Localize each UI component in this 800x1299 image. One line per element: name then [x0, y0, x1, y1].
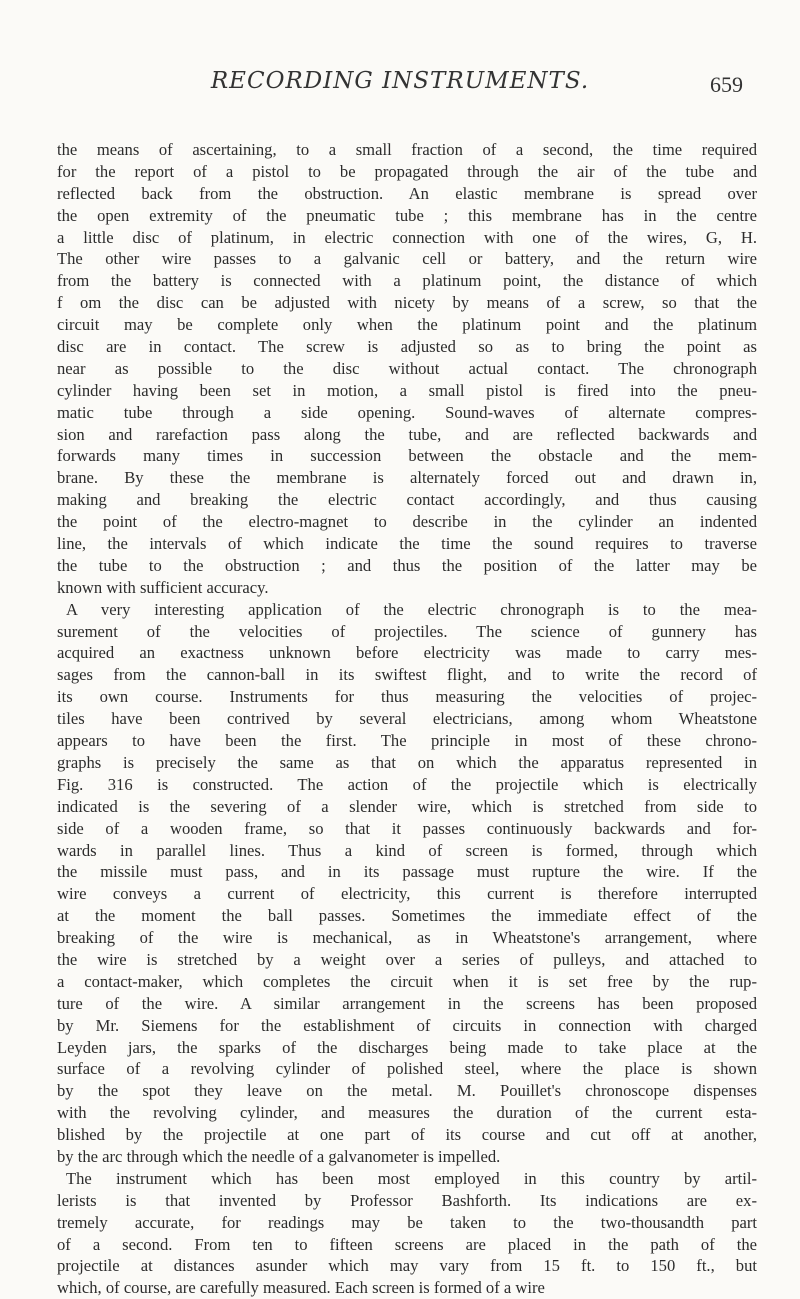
text-line: surface of a revolving cylinder of polished steel, where the place is shown: [57, 1059, 757, 1079]
text-line: A very interesting application of the electric chronograph is to the mea-: [66, 599, 757, 619]
text-line: tremely accurate, for readings may be taken to the two-thousandth part: [57, 1212, 757, 1232]
text-line: ture of the wire. A similar arrangement in the screens has been proposed: [57, 993, 757, 1013]
text-line: f om the disc can be adjusted with nicety by means of a screw, so that the: [57, 293, 757, 313]
page-number: 659: [710, 72, 743, 97]
text-line: by Mr. Siemens for the establishment of circuits in connection with charged: [57, 1015, 757, 1035]
text-line: by the arc through which the needle of a galvanometer is impelled.: [57, 1146, 501, 1166]
text-line: brane. By these the membrane is alternately forced out and drawn in,: [57, 468, 757, 488]
text-line: disc are in contact. The screw is adjusted so as to bring the point as: [57, 337, 757, 357]
text-line: with the revolving cylinder, and measures the duration of the current esta-: [57, 1103, 757, 1123]
text-line: wire conveys a current of electricity, this current is therefore interrupted: [57, 884, 757, 904]
text-line: of a second. From ten to fifteen screens are placed in the path of the: [57, 1234, 757, 1254]
running-head: RECORDING INSTRUMENTS.: [210, 68, 590, 94]
text-line: matic tube through a side opening. Sound-waves of alternate compres-: [57, 402, 757, 422]
text-line: side of a wooden frame, so that it passes continuously backwards and for-: [57, 818, 757, 838]
text-line: the missile must pass, and in its passage must rupture the wire. If the: [57, 862, 757, 882]
text-line: line, the intervals of which indicate the time the sound requires to traverse: [57, 534, 757, 554]
text-line: by the spot they leave on the metal. M. Pouillet's chronoscope dispenses: [57, 1081, 757, 1101]
text-line: at the moment the ball passes. Sometimes the immediate effect of the: [57, 906, 757, 926]
text-line: sages from the cannon-ball in its swiftest flight, and to write the record of: [57, 665, 757, 685]
text-line: wards in parallel lines. Thus a kind of screen is formed, through which: [57, 840, 757, 860]
text-line: projectile at distances asunder which may vary from 15 ft. to 150 ft., but: [57, 1256, 757, 1276]
text-line: sion and rarefaction pass along the tube, and are reflected backwards and: [57, 424, 757, 444]
text-line: a little disc of platinum, in electric connection with one of the wires, G, H.: [57, 227, 757, 247]
text-line: cylinder having been set in motion, a small pistol is fired into the pneu-: [57, 380, 757, 400]
text-line: lerists is that invented by Professor Bashforth. Its indications are ex-: [57, 1190, 757, 1210]
text-line: Fig. 316 is constructed. The action of the projectile which is electrically: [57, 774, 757, 794]
text-line: the open extremity of the pneumatic tube ; this membrane has in the centre: [57, 205, 757, 225]
text-line: Leyden jars, the sparks of the discharges being made to take place at the: [57, 1037, 757, 1057]
text-line: the point of the electro-magnet to describe in the cylinder an indented: [57, 512, 757, 532]
text-line: the wire is stretched by a weight over a series of pulleys, and attached to: [57, 949, 757, 969]
text-line: The instrument which has been most employed in this country by artil-: [66, 1168, 757, 1188]
text-line: known with sufficient accuracy.: [57, 577, 269, 597]
text-line: graphs is precisely the same as that on which the apparatus represented in: [57, 752, 757, 772]
text-line: acquired an exactness unknown before electricity was made to carry mes-: [57, 643, 757, 663]
text-line: tiles have been contrived by several electricians, among whom Wheatstone: [57, 709, 757, 729]
body-text: [57, 139, 757, 1299]
text-line: its own course. Instruments for thus measuring the velocities of projec-: [57, 687, 757, 707]
text-line: which, of course, are carefully measured. Each screen is formed of a wire: [57, 1278, 545, 1298]
text-line: from the battery is connected with a platinum point, the distance of which: [57, 271, 757, 291]
text-line: for the report of a pistol to be propagated through the air of the tube and: [57, 161, 757, 181]
text-line: circuit may be complete only when the platinum point and the platinum: [57, 315, 757, 335]
page-header: [0, 60, 800, 100]
text-line: surement of the velocities of projectiles. The science of gunnery has: [57, 621, 757, 641]
text-line: forwards many times in succession between the obstacle and the mem-: [57, 446, 757, 466]
text-line: indicated is the severing of a slender wire, which is stretched from side to: [57, 796, 757, 816]
text-line: reflected back from the obstruction. An elastic membrane is spread over: [57, 183, 757, 203]
text-line: appears to have been the first. The principle in most of these chrono-: [57, 731, 757, 751]
text-line: The other wire passes to a galvanic cell or battery, and the return wire: [57, 249, 757, 269]
text-line: blished by the projectile at one part of its course and cut off at another,: [57, 1125, 757, 1145]
text-line: near as possible to the disc without actual contact. The chronograph: [57, 358, 757, 378]
text-line: breaking of the wire is mechanical, as in Wheatstone's arrangement, where: [57, 928, 757, 948]
text-line: the tube to the obstruction ; and thus the position of the latter may be: [57, 555, 757, 575]
text-line: the means of ascertaining, to a small fraction of a second, the time required: [57, 140, 757, 159]
text-line: a contact-maker, which completes the circuit when it is set free by the rup-: [57, 971, 757, 991]
text-line: making and breaking the electric contact accordingly, and thus causing: [57, 490, 757, 510]
